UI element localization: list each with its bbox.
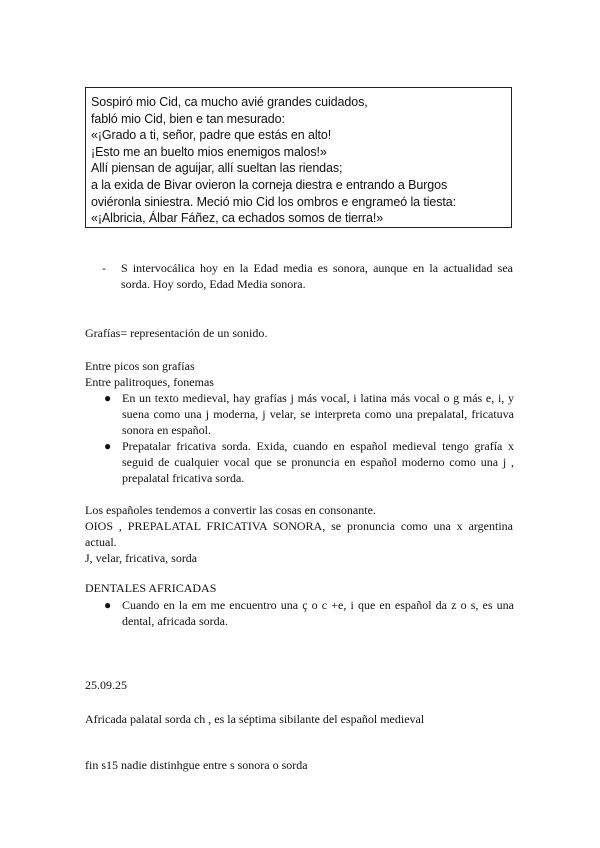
bullet-text: En un texto medieval, hay grafías j más vocal, i latina más vocal o g más e, i, y suena como una j moderna, j velar, se interpreta como una prepalatal, fricatuva sonora en español. <box>122 391 514 437</box>
quote-box <box>85 87 512 228</box>
bullet-dot: ● <box>104 598 112 612</box>
quote-line: a la exida de Bivar ovieron la corneja diestra e entrando a Burgos <box>91 177 448 192</box>
bullet-dot: ● <box>104 391 112 405</box>
quote-line: «¡Albricia, Álbar Fáñez, ca echados somos de tierra!» <box>91 211 384 226</box>
date-line: 25.09.25 <box>85 678 127 692</box>
quote-line: oviéronla siniestra. Meció mio Cid los ombros e engrameó la tiesta: <box>91 194 456 209</box>
quote-line: ¡Esto me an buelto mios enemigos malos!» <box>91 144 327 159</box>
dentales-heading: DENTALES AFRICADAS <box>85 581 217 595</box>
entre-palitroques-line: Entre palitroques, fonemas <box>85 375 214 389</box>
oios-paragraph: OIOS , PREPALATAL FRICATIVA SONORA, se pronuncia como una x argentina actual. <box>85 519 513 549</box>
quote-line: «¡Grado a ti, señor, padre que estás en alto! <box>91 128 332 143</box>
entre-picos-line: Entre picos son grafías <box>85 359 195 373</box>
list-item-text: S intervocálica hoy en la Edad media es sonora, aunque en la actualidad sea sorda. Hoy sordo, Edad Media sonora. <box>121 261 513 291</box>
grafias-definition: Grafías= representación de un sonido. <box>85 326 268 340</box>
bullet-dot: ● <box>104 439 112 453</box>
quote-line: Sospiró mio Cid, ca mucho avié grandes cuidados, <box>91 95 368 109</box>
j-velar-line: J, velar, fricativa, sorda <box>85 551 198 565</box>
quote-line: Allí piensan de aguijar, allí sueltan las riendas; <box>91 161 343 176</box>
quote-line: fabló mio Cid, bien e tan mesurado: <box>91 111 285 126</box>
dash-marker: - <box>102 261 106 275</box>
espanoles-line: Los españoles tendemos a convertir las cosas en consonante. <box>85 503 376 517</box>
fin-line: fin s15 nadie distinhgue entre s sonora o sorda <box>85 758 308 772</box>
africada-line: Africada palatal sorda ch , es la séptima sibilante del español medieval <box>85 712 425 726</box>
bullet-text: Prepatalar fricativa sorda. Exida, cuando en español medieval tengo grafía x seguid de cualquier vocal que se pronuncia en español moderno como una j , prepalatal fricativa sorda. <box>122 439 514 485</box>
bullet-text: Cuando en la em me encuentro una ç o c +e, i que en español da z o s, es una dental, africada sorda. <box>122 598 514 628</box>
